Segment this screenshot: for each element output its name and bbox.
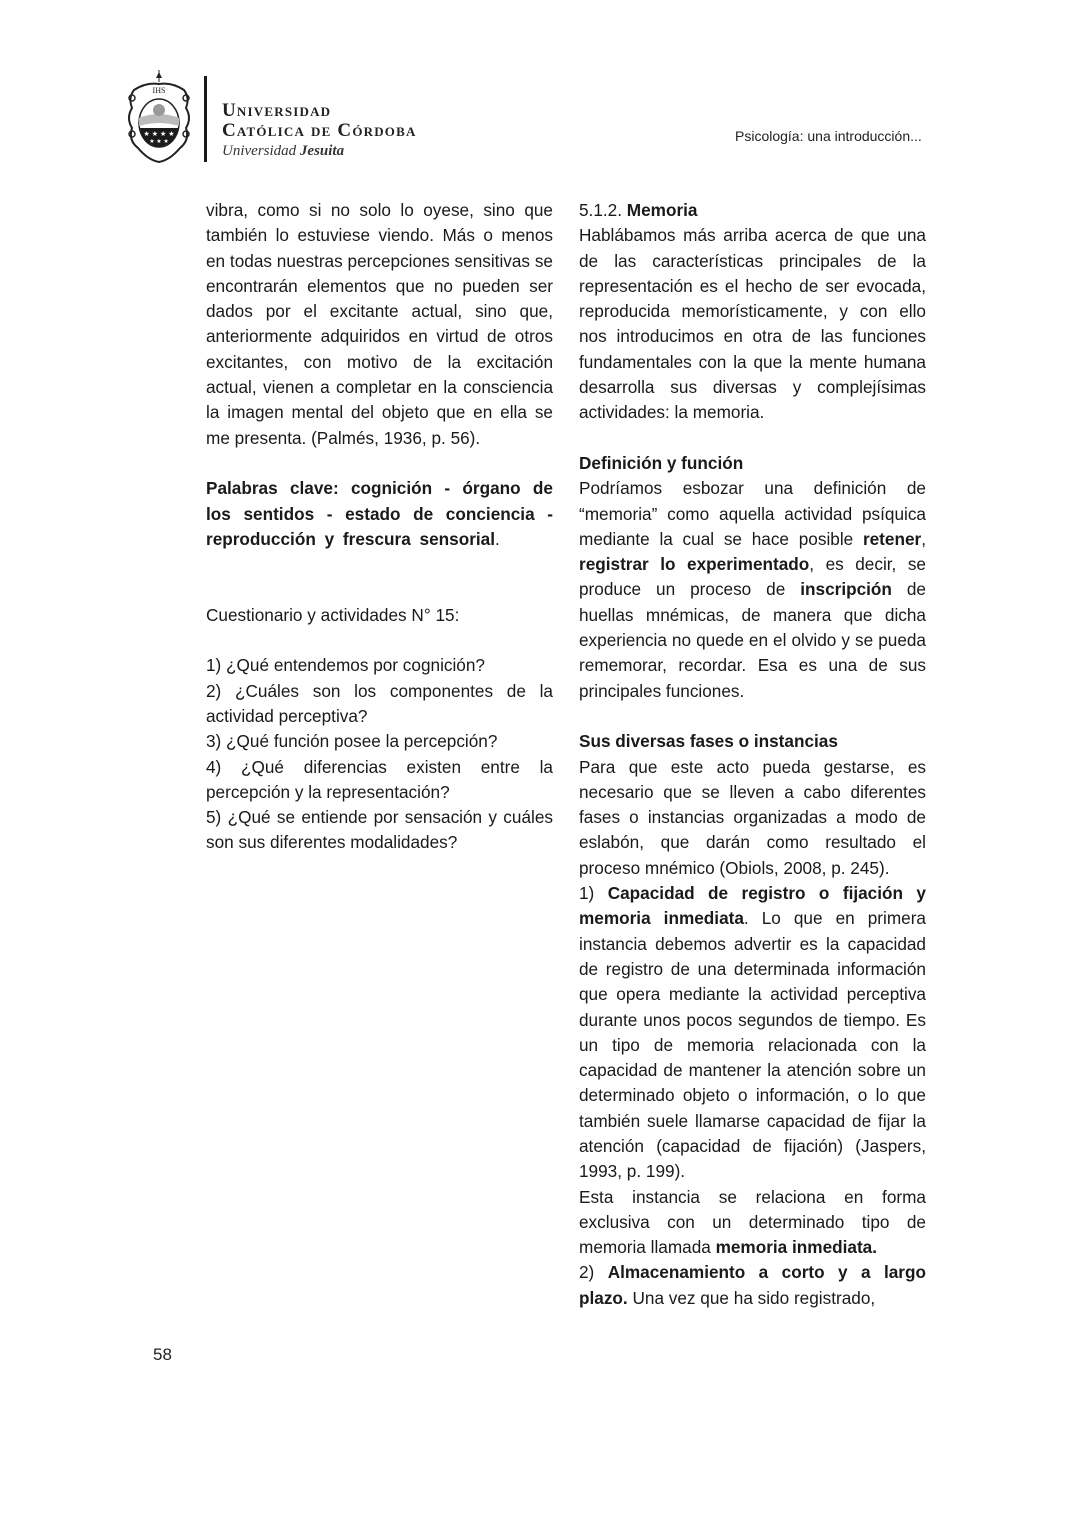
- instance-bold: memoria inmediata.: [715, 1237, 878, 1258]
- phases-heading: Sus diversas fases o instancias: [579, 731, 838, 752]
- svg-text:★ ★ ★: ★ ★ ★: [149, 139, 169, 145]
- definition-text-3: , es decir, se produce un proceso de: [579, 554, 926, 600]
- subtitle-bold: Jesuita: [299, 143, 345, 159]
- instance-text: Esta instancia se relaciona en forma exclusiva con un determinado tipo de memoria llamada: [579, 1186, 926, 1258]
- page-header: [0, 0, 1080, 180]
- item2-text: Una vez que ha sido registrado,: [627, 1287, 876, 1308]
- university-subtitle: [222, 141, 417, 161]
- question-5: 5) ¿Qué se entiende por sensación y cuáles son sus diferentes modalidades?: [206, 807, 553, 853]
- section-title: Memoria: [626, 200, 698, 220]
- svg-text:★ ★ ★ ★: ★ ★ ★ ★: [143, 131, 175, 138]
- definition-text-1: Podríamos esbozar una definición de “memoria” como aquella actividad psíquica mediante la cual se hace posible: [579, 478, 926, 549]
- header-divider: [204, 76, 207, 162]
- keywords-text: Palabras clave: cognición - órgano de los sentidos - estado de conciencia - reproducción y frescura sensorial: [206, 478, 553, 549]
- running-head: Psicología: una introducción...: [735, 128, 922, 144]
- definition-bold-inscripcion: inscripción: [800, 579, 892, 600]
- university-name-line2: Católica de Córdoba: [222, 120, 417, 141]
- section-heading: [579, 198, 926, 223]
- question-1: 1) ¿Qué entendemos por cognición?: [206, 655, 485, 676]
- svg-text:IHS: IHS: [152, 86, 166, 95]
- quote-continuation: vibra, como si no solo lo oyese, sino que también lo estuviese viendo. Más o menos en todas nuestras percepciones sensitivas se encontrarán elementos que no pueden ser dados por el excitante actual, sino que, anteriormente adquiridos en virtud de otros excitantes, con motivo de la excitación actual, vienen a completar en la consciencia la imagen mental del objeto que en ella se me presenta. (Palmés, 1936, p. 56).: [206, 200, 553, 448]
- phase-item-2: [579, 1260, 926, 1311]
- university-name-line1: Universidad: [222, 100, 332, 121]
- university-name: [222, 101, 417, 161]
- keywords-end: .: [495, 528, 500, 549]
- question-4: 4) ¿Qué diferencias existen entre la percepción y la representación?: [206, 756, 553, 802]
- definition-paragraph: [579, 476, 926, 704]
- questionnaire-title: Cuestionario y actividades N° 15:: [206, 604, 460, 625]
- keywords: [206, 476, 553, 552]
- left-column: [206, 198, 553, 856]
- section-intro: Hablábamos más arriba acerca de que una de las características principales de la representación es el hecho de ser evocada, reproducida memorísticamente, y con ello nos introducimos en otra de las funciones fundamentales con la que la mente humana desarrolla sus diversas y complejísimas actividades: la memoria.: [579, 225, 926, 423]
- section-number: 5.1.2.: [579, 200, 627, 220]
- question-3: 3) ¿Qué función posee la percepción?: [206, 731, 498, 752]
- item1-title: Capacidad de registro o fijación y memoria inmediata: [579, 883, 926, 929]
- question-2: 2) ¿Cuáles son los componentes de la actividad perceptiva?: [206, 680, 553, 726]
- definition-heading: Definición y función: [579, 452, 744, 473]
- phases-intro: Para que este acto pueda gestarse, es necesario que se lleven a cabo diferentes fases o instancias organizadas a modo de eslabón, que darán como resultado el proceso mnémico (Obiols, 2008, p. 245).: [579, 756, 926, 878]
- page-number: 58: [153, 1345, 172, 1364]
- phase-item-1: [579, 881, 926, 1185]
- instance-paragraph: [579, 1185, 926, 1261]
- subtitle-regular: Universidad: [222, 143, 297, 159]
- university-crest-icon: [124, 68, 194, 164]
- item2-title: Almacenamiento a corto y a largo plazo.: [579, 1262, 926, 1308]
- item1-text: . Lo que en primera instancia debemos advertir es la capacidad de registro de una determinada información que opera mediante la actividad perceptiva durante unos pocos segundos de tiempo. Es un tipo de memoria relacionada con la capacidad de mantener la atención sobre un determinado objeto o información, o lo que también suele llamarse capacidad de fijar la atención (capacidad de fijación) (Jaspers, 1993, p. 199).: [579, 908, 926, 1182]
- definition-text-2: ,: [921, 528, 926, 549]
- definition-bold-registrar: registrar lo experimentado: [579, 554, 810, 575]
- right-column: [579, 198, 926, 1311]
- item2-number: 2): [579, 1262, 608, 1283]
- definition-text-4: de huellas mnémicas, de manera que dicha experiencia no quede en el olvido y se pueda rememorar, recordar. Esa es una de sus principales funciones.: [579, 579, 926, 701]
- item1-number: 1): [579, 883, 608, 904]
- definition-bold-retener: retener: [862, 528, 922, 549]
